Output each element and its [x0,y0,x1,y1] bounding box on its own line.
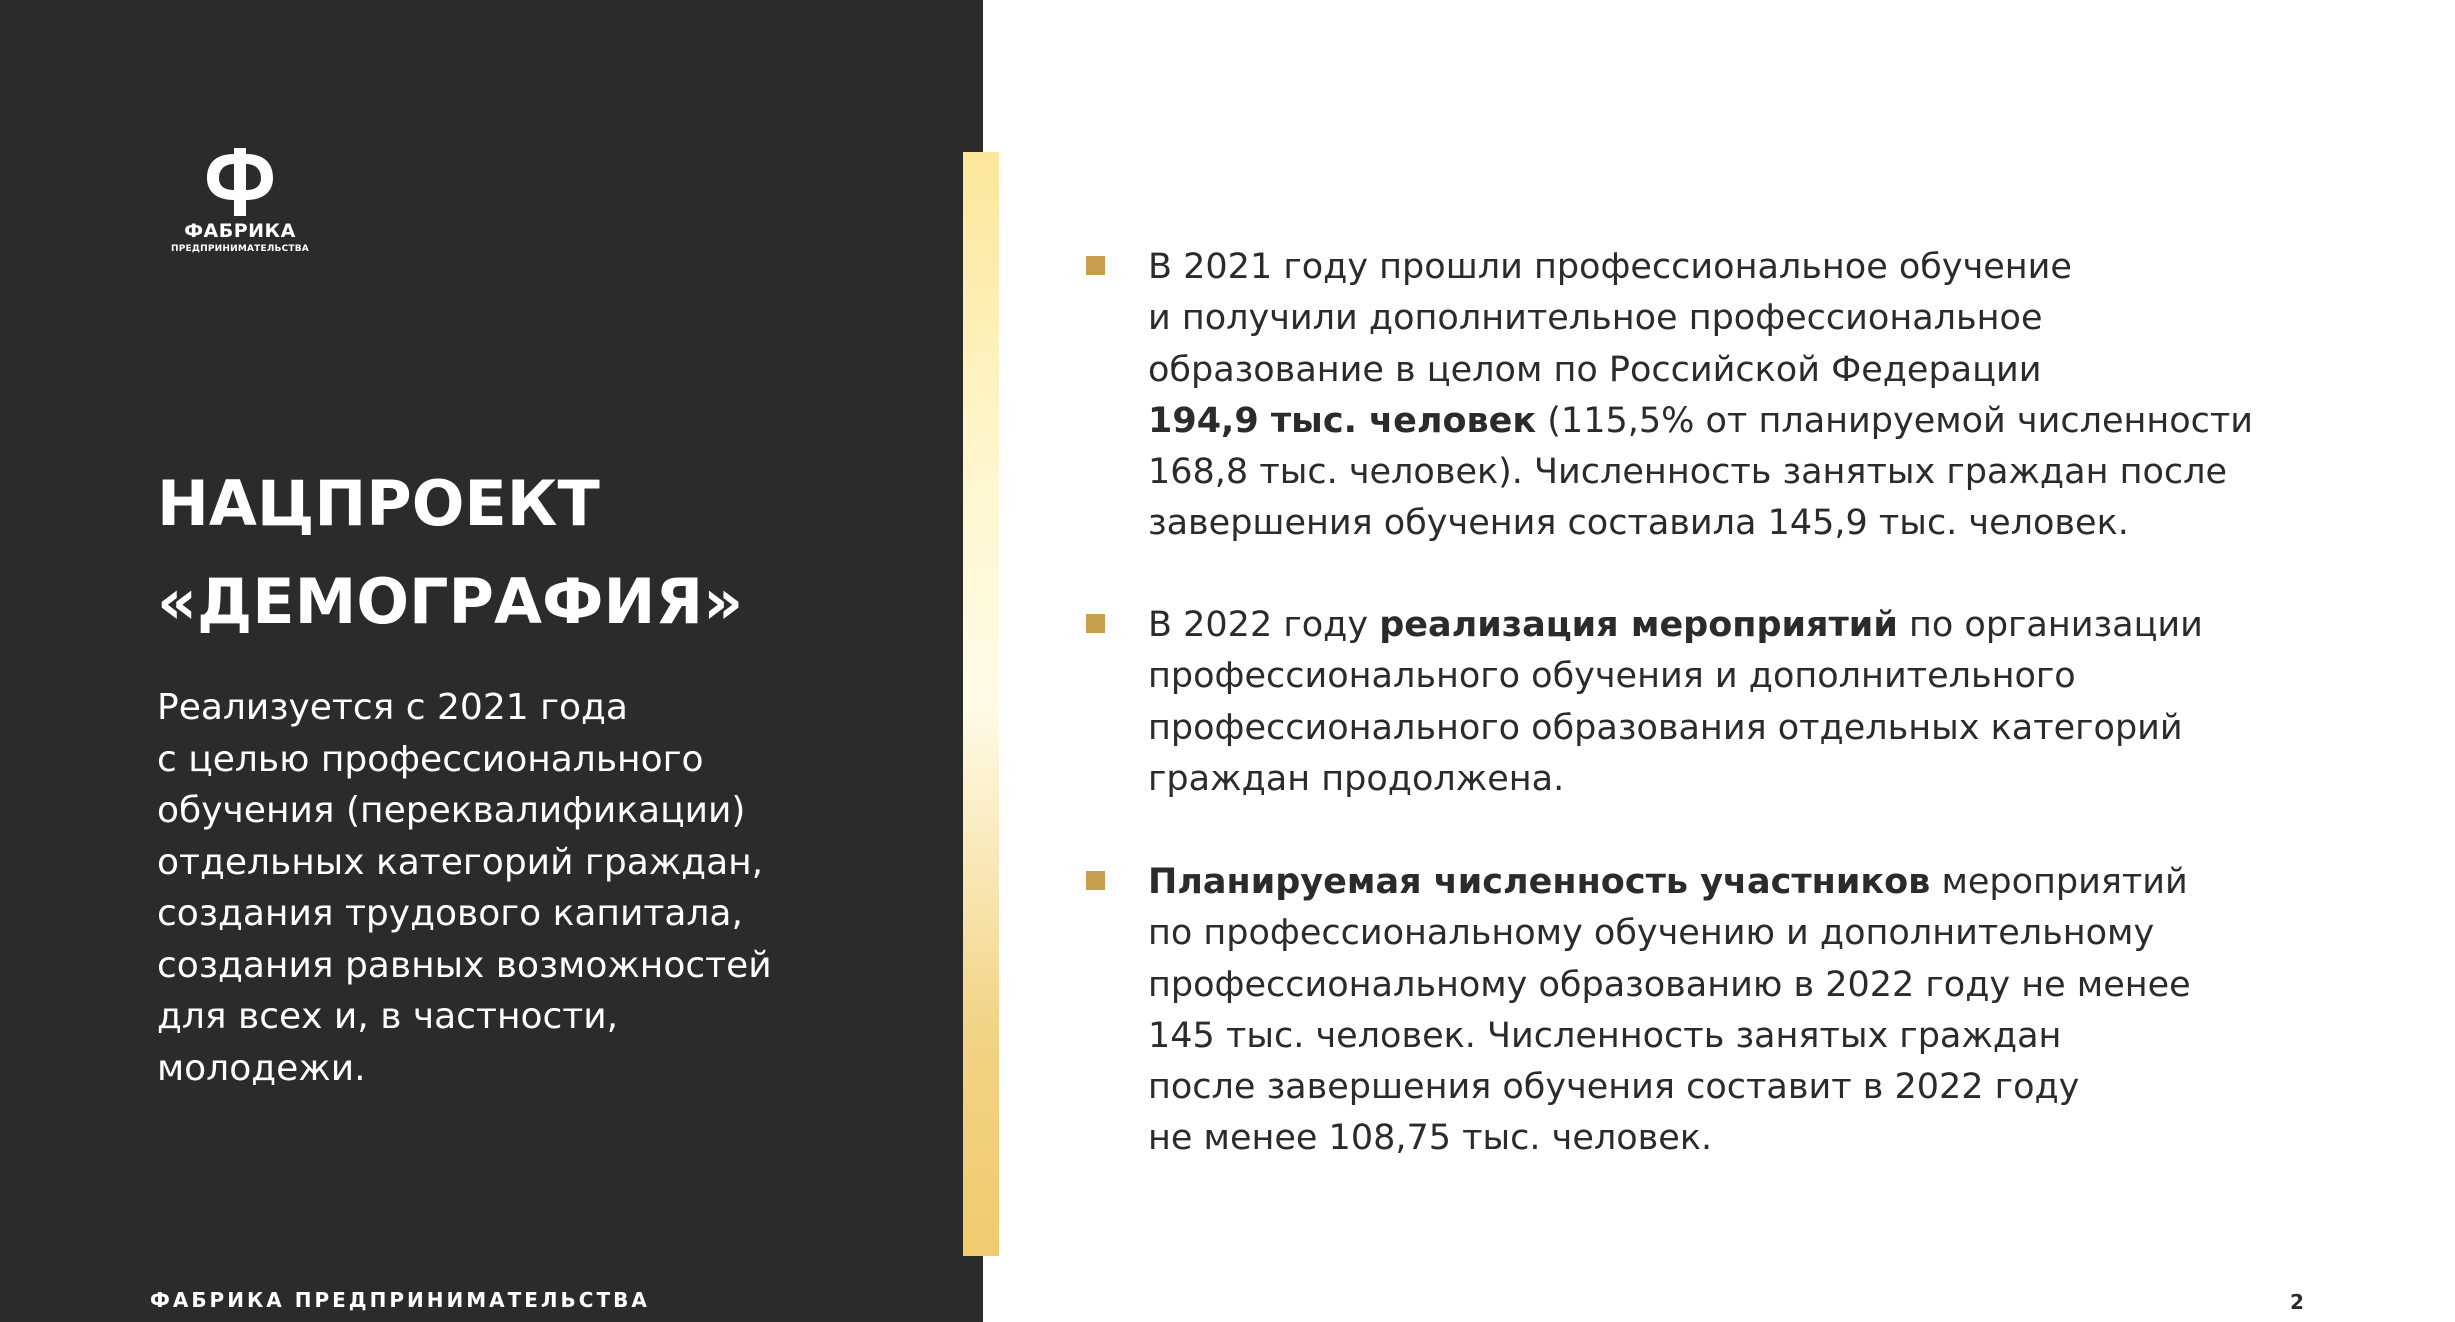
gold-divider-bar [963,152,999,1256]
page-number: 2 [2290,1290,2304,1314]
bold-phrase: Планируемая численность участников [1148,862,1931,902]
ф-monogram-icon [205,148,275,216]
bullet-line [1148,396,2253,447]
bullet-line: 145 тыс. человек. Численность занятых граждан [1148,1015,2062,1056]
bullet-text [1148,242,2253,550]
bullet-line: В 2021 году прошли профессиональное обучение [1148,247,2072,287]
lead-line: отдельных категорий граждан, [157,841,764,883]
bullet-line: не менее 108,75 тыс. человек. [1148,1118,1713,1159]
logo-wordmark: ФАБРИКА [184,220,296,242]
bullet-square-icon [1086,614,1105,633]
bullet-square-icon [1086,871,1105,890]
bullet-line: профессиональному образованию в 2022 году не менее [1148,964,2191,1005]
line-rest: (115,5% от планируемой численности [1536,400,2254,441]
bullet-text [1148,857,2191,1165]
bullet-text [1148,600,2203,805]
line-start: В 2022 году [1148,605,1380,645]
bullet-line [1148,857,2191,908]
page-title [157,455,743,651]
lead-line: для всех и, в частности, [157,996,619,1037]
logo-subtitle: ПРЕДПРИНИМАТЕЛЬСТВА [171,244,309,254]
bullet-line: профессионального образования отдельных категорий [1148,707,2183,748]
bullet-line [1148,600,2203,651]
line-rest: по организации [1897,605,2203,645]
bullet-line: образование в целом по Российской Федерации [1148,349,2042,390]
bold-phrase: реализация мероприятий [1379,605,1898,645]
bullet-line: после завершения обучения составит в 2022 году [1148,1067,2080,1108]
lead-line: создания равных возможностей [157,944,772,986]
bold-phrase: 194,9 тыс. человек [1148,400,1537,441]
bullet-line: 168,8 тыс. человек). Численность занятых граждан после [1148,452,2228,493]
bullet-line: профессионального обучения и дополнительного [1148,656,2076,697]
logo [150,148,330,254]
bullet-line: и получили дополнительное профессиональное [1148,298,2043,339]
title-line: НАЦПРОЕКТ [157,467,600,540]
lead-line: с целью профессионального [157,738,704,780]
bullet-line: по профессиональному обучению и дополнительному [1148,913,2155,954]
bullet-square-icon [1086,256,1105,275]
left-panel [0,0,983,1322]
lead-line: обучения (переквалификации) [157,790,746,831]
bullet-line: граждан продолжена. [1148,758,1565,799]
title-line: «ДЕМОГРАФИЯ» [157,565,744,638]
lead-paragraph [157,682,777,1094]
line-rest: мероприятий [1930,862,2188,902]
bullet-line: завершения обучения составила 145,9 тыс. человек. [1148,503,2129,544]
footer-brand: ФАБРИКА ПРЕДПРИНИМАТЕЛЬСТВА [150,1288,650,1312]
lead-line: создания трудового капитала, [157,893,743,934]
lead-line: молодежи. [157,1047,366,1089]
lead-line: Реализуется с 2021 года [157,687,628,728]
